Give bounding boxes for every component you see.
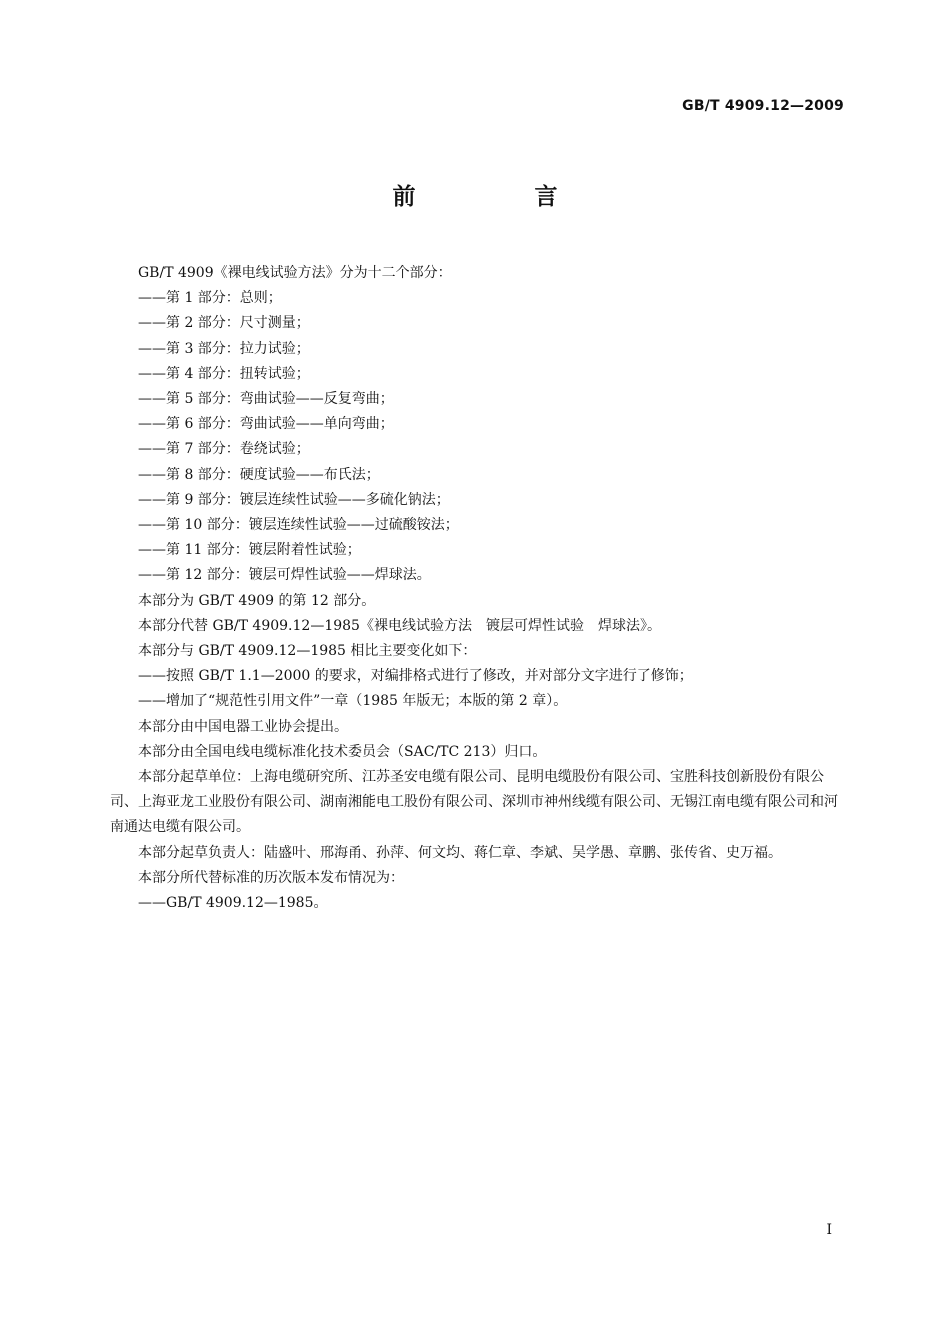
drafting-units: 本部分起草单位：上海电缆研究所、江苏圣安电缆有限公司、昆明电缆股份有限公司、宝胜科技创新股份有限公司、上海亚龙工业股份有限公司、湖南湘能电工股份有限公司、深圳市神州线缆有限公司、无锡江南电缆有限公司和河南通达电缆有限公司。	[110, 769, 838, 836]
intro-paragraph: GB/T 4909《裸电线试验方法》分为十二个部分：	[138, 265, 452, 281]
list-item: ——第 10 部分：镀层连续性试验——过硫酸铵法；	[138, 517, 459, 534]
part-statement: 本部分为 GB/T 4909 的第 12 部分。	[138, 592, 376, 609]
standard-code-header: GB/T 4909.12—2009	[682, 98, 844, 114]
list-item: ——第 7 部分：卷绕试验；	[138, 441, 310, 458]
list-item: ——第 11 部分：镀层附着性试验；	[138, 542, 361, 559]
proposer-statement: 本部分由中国电器工业协会提出。	[138, 718, 348, 735]
list-item: ——第 1 部分：总则；	[138, 290, 282, 307]
page-number: I	[826, 1222, 832, 1238]
list-item: ——第 9 部分：镀层连续性试验——多硫化钠法；	[138, 491, 450, 508]
list-item: ——第 8 部分：硬度试验——布氏法；	[138, 466, 380, 483]
preface-body	[110, 261, 848, 916]
replacement-statement: 本部分代替 GB/T 4909.12—1985《裸电线试验方法 镀层可焊性试验 焊球法》。	[138, 617, 661, 634]
change-item: ——按照 GB/T 1.1—2000 的要求，对编排格式进行了修改，并对部分文字进行了修饰；	[138, 668, 693, 685]
list-item: ——第 5 部分：弯曲试验——反复弯曲；	[138, 391, 394, 408]
committee-statement: 本部分由全国电线电缆标准化技术委员会（SAC/TC 213）归口。	[138, 743, 547, 760]
list-item: ——第 3 部分：拉力试验；	[138, 340, 310, 357]
changes-intro: 本部分与 GB/T 4909.12—1985 相比主要变化如下：	[138, 643, 477, 660]
page-title: 前 言	[392, 184, 606, 210]
history-intro: 本部分所代替标准的历次版本发布情况为：	[138, 869, 404, 886]
history-item: ——GB/T 4909.12—1985。	[138, 895, 328, 912]
list-item: ——第 2 部分：尺寸测量；	[138, 315, 310, 332]
list-item: ——第 12 部分：镀层可焊性试验——焊球法。	[138, 567, 431, 584]
list-item: ——第 6 部分：弯曲试验——单向弯曲；	[138, 416, 394, 433]
change-item: ——增加了“规范性引用文件”一章（1985 年版无；本版的第 2 章）。	[138, 693, 568, 710]
drafters: 本部分起草负责人：陆盛叶、邢海甬、孙萍、何文均、蒋仁章、李斌、吴学愚、章鹏、张传省、史万福。	[138, 844, 782, 861]
list-item: ——第 4 部分：扭转试验；	[138, 365, 310, 382]
